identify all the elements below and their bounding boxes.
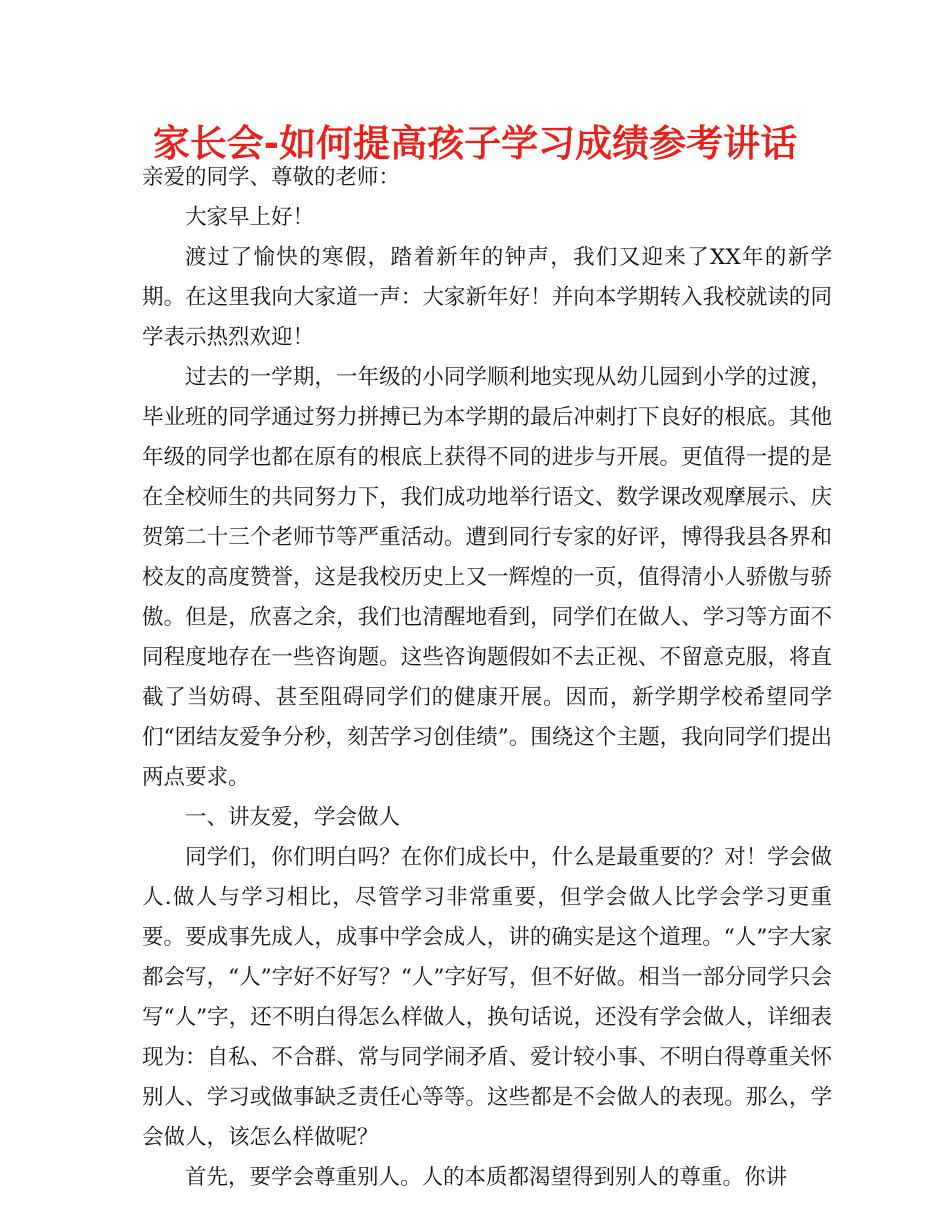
paragraph-new-semester: 渡过了愉快的寒假，踏着新年的钟声，我们又迎来了XX年的新学期。在这里我向大家道一声：大家新年好！并向本学期转入我校就读的同学表示热烈欢迎！ <box>142 245 832 350</box>
paragraph-learn-to-be-person: 同学们，你们明白吗？在你们成长中，什么是最重要的？对！学会做人.做人与学习相比，尽管学习非常重要，但学会做人比学会学习更重要。要成事先成人，成事中学会成人，讲的确实是这个道理。“人”字大家都会写，“人”字好不好写？“人”字好写，但不好做。相当一部分同学只会写“人”字，还不明白得怎么样做人，换句话说，还没有学会做人，详细表现为：自私、不合群、常与同学闹矛盾、爱计较小事、不明白得尊重关怀别人、学习或做事缺乏责任心等等。这些都是不会做人的表现。那么，学会做人，该怎么样做呢？ <box>142 845 832 1150</box>
salutation: 亲爱的同学、尊敬的老师： <box>142 165 401 190</box>
document-body <box>142 162 832 1198</box>
paragraph-last-semester: 过去的一学期，一年级的小同学顺利地实现从幼儿园到小学的过渡，毕业班的同学通过努力拼搏已为本学期的最后冲刺打下良好的根底。其他年级的同学也都在原有的根底上获得不同的进步与开展。更值得一提的是在全校师生的共同努力下，我们成功地举行语文、数学课改观摩展示、庆贺第二十三个老师节等严重活动。遭到同行专家的好评，博得我县各界和校友的高度赞誉，这是我校历史上又一辉煌的一页，值得清小人骄傲与骄傲。但是，欣喜之余，我们也清醒地看到，同学们在做人、学习等方面不同程度地存在一些咨询题。这些咨询题假如不去正视、不留意克服，将直截了当妨碍、甚至阻碍同学们的健康开展。因而，新学期学校希望同学们“团结友爱争分秒，刻苦学习创佳绩”。围绕这个主题，我向同学们提出两点要求。 <box>142 365 832 790</box>
document-title: 家长会-如何提高孩子学习成绩参考讲话 <box>152 122 798 165</box>
section-heading-1: 一、讲友爱，学会做人 <box>185 805 401 830</box>
paragraph-respect-others: 首先，要学会尊重别人。人的本质都渴望得到别人的尊重。你讲 <box>185 1165 788 1190</box>
paragraph-greeting: 大家早上好！ <box>185 205 315 230</box>
